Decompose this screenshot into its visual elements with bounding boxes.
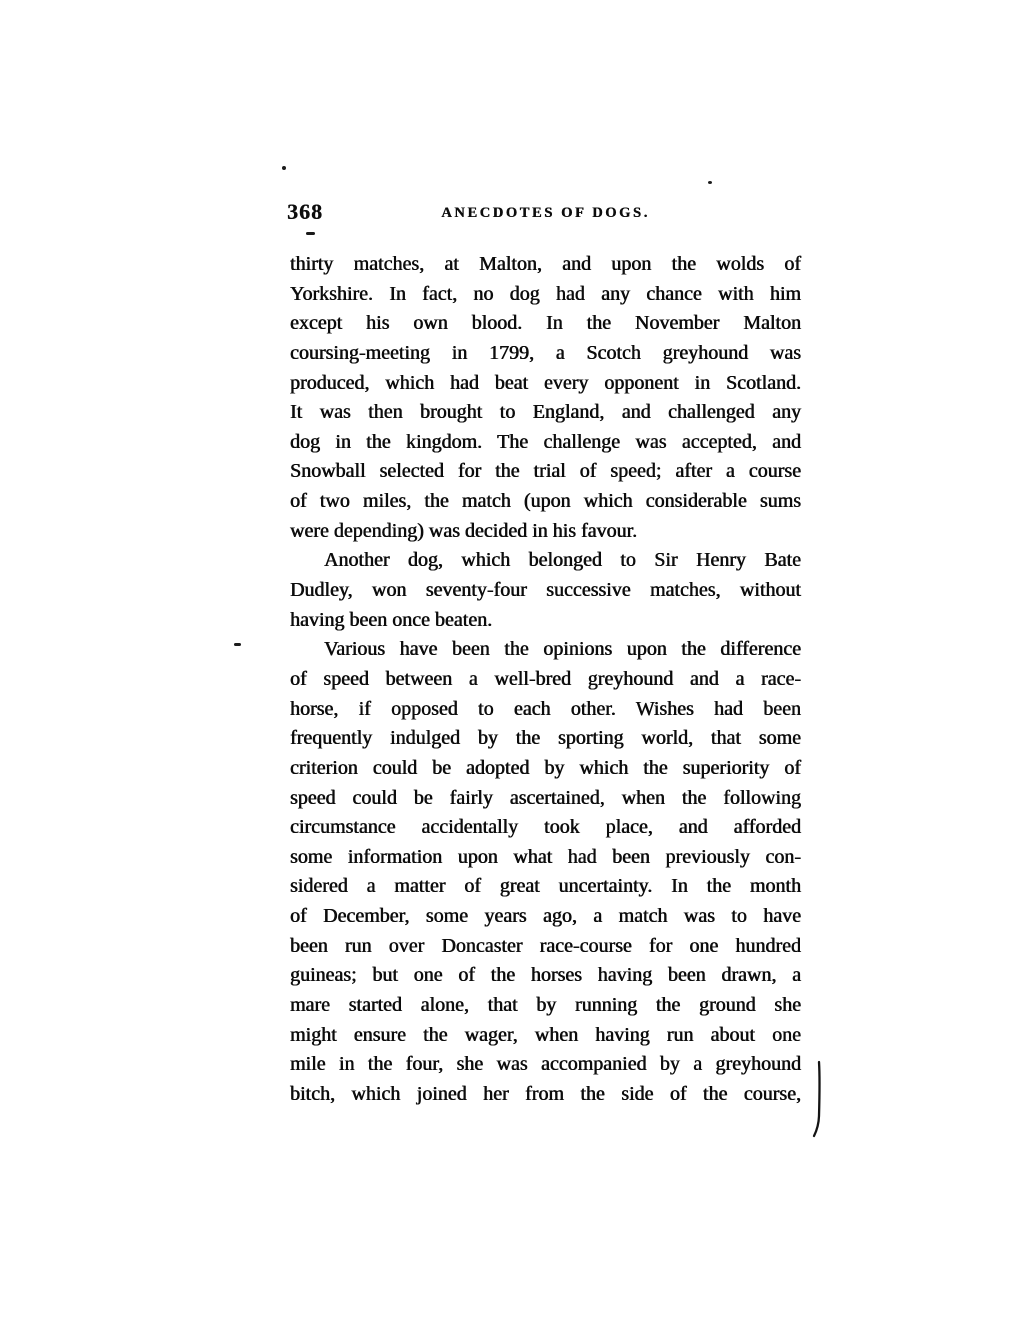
text-line: produced, which had beat every opponent in Scotland. [290, 371, 801, 394]
page-text [290, 250, 801, 1110]
text-line: Yorkshire. In fact, no dog had any chance with him [290, 282, 801, 305]
ink-speck [708, 181, 712, 184]
text-line paragraph-start: Various have been the opinions upon the difference [324, 638, 801, 661]
text-line paragraph-end: were depending) was decided in his favour. [290, 519, 638, 542]
running-title: ANECDOTES OF DOGS. [441, 205, 650, 221]
margin-stroke-artifact [812, 1060, 826, 1138]
text-line: bitch, which joined her from the side of the course, [290, 1082, 801, 1105]
text-line: might ensure the wager, when having run about one [290, 1023, 801, 1046]
page-number: 368 [287, 199, 323, 224]
text-line: guineas; but one of the horses having been drawn, a [290, 964, 801, 987]
text-line: Dudley, won seventy-four successive matches, without [290, 579, 801, 602]
text-line: of two miles, the match (upon which considerable sums [290, 490, 801, 513]
text-line: mile in the four, she was accompanied by a greyhound [290, 1053, 801, 1076]
text-line: frequently indulged by the sporting world, that some [290, 727, 801, 750]
text-line: been run over Doncaster race-course for one hundred [290, 934, 801, 957]
text-line: dog in the kingdom. The challenge was accepted, and [290, 430, 801, 453]
text-line: thirty matches, at Malton, and upon the wolds of [290, 253, 801, 275]
text-line: criterion could be adopted by which the superiority of [290, 756, 801, 779]
text-line: It was then brought to England, and challenged any [290, 401, 801, 424]
text-line paragraph-end: having been once beaten. [290, 608, 493, 631]
ink-speck [282, 166, 286, 170]
ink-dash-artifact [306, 232, 315, 235]
text-line: some information upon what had been previously con- [290, 845, 801, 868]
text-line: coursing-meeting in 1799, a Scotch greyhound was [290, 341, 801, 364]
text-line: of speed between a well-bred greyhound and a race- [290, 667, 801, 690]
text-line: circumstance accidentally took place, and afforded [290, 816, 801, 839]
text-line: speed could be fairly ascertained, when the following [290, 786, 801, 809]
text-line: sidered a matter of great uncertainty. In the month [290, 875, 801, 898]
text-line: except his own blood. In the November Malton [290, 312, 801, 335]
text-line: horse, if opposed to each other. Wishes had been [290, 697, 801, 720]
text-line: Snowball selected for the trial of speed; after a course [290, 460, 801, 483]
text-line: mare started alone, that by running the ground she [290, 994, 801, 1017]
text-line paragraph-start: Another dog, which belonged to Sir Henry Bate [324, 549, 801, 572]
text-line: of December, some years ago, a match was to have [290, 905, 801, 928]
ink-speck [234, 643, 241, 646]
